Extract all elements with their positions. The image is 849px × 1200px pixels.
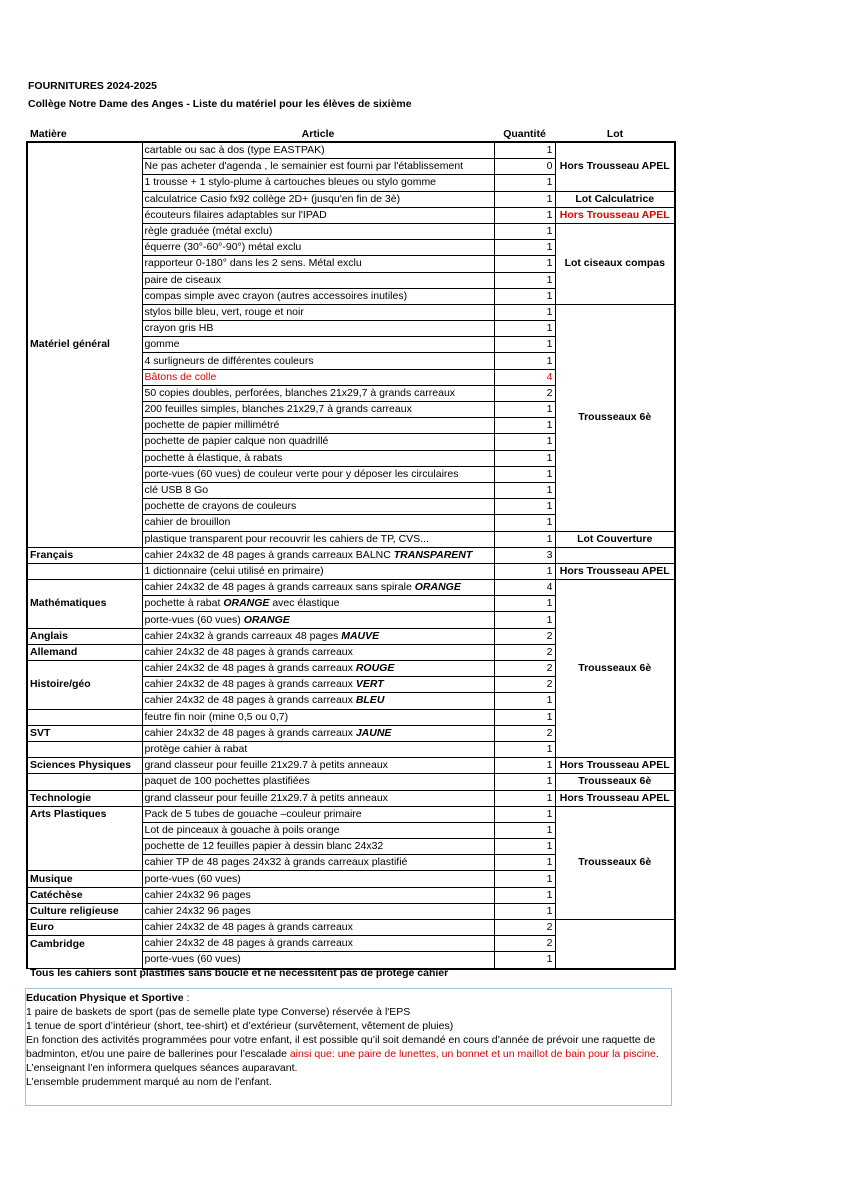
eps-line-activities (26, 1033, 671, 1075)
quantity-cell: 1 (494, 337, 555, 353)
article-cell (142, 693, 494, 709)
quantity-cell: 1 (494, 952, 555, 969)
article-cell (142, 450, 494, 466)
subject-cell (27, 450, 142, 466)
subject-cell (27, 223, 142, 239)
subject-cell (27, 353, 142, 369)
eps-heading (26, 991, 671, 1005)
article-text: Pack de 5 tubes de gouache –couleur primaire (144, 807, 362, 820)
article-text: 4 surligneurs de différentes couleurs (144, 354, 314, 367)
article-text: cahier TP de 48 pages 24x32 à grands carreaux plastifié (144, 856, 408, 869)
lot-cell (555, 547, 675, 563)
quantity-cell: 1 (494, 466, 555, 482)
lot-cell: Trousseaux 6è (555, 806, 675, 919)
table-row (27, 531, 675, 547)
article-cell (142, 806, 494, 822)
article-cell (142, 402, 494, 418)
article-text: 1 trousse + 1 stylo-plume à cartouches bleues ou stylo gomme (144, 176, 437, 189)
subject-cell (27, 434, 142, 450)
quantity-cell: 2 (494, 385, 555, 401)
quantity-cell: 1 (494, 240, 555, 256)
subject-cell (27, 482, 142, 498)
article-cell (142, 547, 494, 563)
article-cell (142, 725, 494, 741)
article-text: porte-vues (60 vues) de couleur verte pour y déposer les circulaires (144, 467, 459, 480)
subject-cell (27, 693, 142, 709)
eps-box (25, 988, 672, 1106)
subject-cell (27, 499, 142, 515)
article-cell (142, 887, 494, 903)
article-cell (142, 304, 494, 320)
quantity-cell: 1 (494, 693, 555, 709)
article-cell (142, 207, 494, 223)
quantity-cell: 1 (494, 207, 555, 223)
article-text: ORANGE (243, 613, 290, 626)
quantity-cell: 1 (494, 790, 555, 806)
article-text: Bâtons de colle (144, 370, 217, 383)
article-text: pochette de 12 feuilles papier à dessin blanc 24x32 (144, 840, 384, 853)
table-row (27, 547, 675, 563)
eps-title-suffix: : (183, 992, 190, 1004)
subject-cell (27, 385, 142, 401)
header-lot: Lot (606, 128, 624, 140)
subject-cell: Matériel général (27, 337, 142, 353)
table-row (27, 142, 675, 159)
subject-cell (27, 256, 142, 272)
subject-cell (27, 240, 142, 256)
article-cell (142, 628, 494, 644)
table-row (27, 920, 675, 936)
quantity-cell: 1 (494, 741, 555, 757)
quantity-cell: 1 (494, 563, 555, 579)
quantity-cell: 1 (494, 223, 555, 239)
article-cell (142, 142, 494, 159)
subject-cell (27, 321, 142, 337)
article-text: cahier 24x32 de 48 pages à grands carreaux (144, 645, 353, 658)
eps-line-label: L’ensemble prudemment marqué au nom de l’enfant. (26, 1076, 272, 1088)
quantity-cell: 1 (494, 596, 555, 612)
table-row (27, 304, 675, 320)
quantity-cell: 1 (494, 402, 555, 418)
subject-cell: Allemand (27, 644, 142, 660)
quantity-cell: 1 (494, 612, 555, 628)
quantity-cell: 1 (494, 175, 555, 191)
eps-line-outfit: 1 tenue de sport d’intérieur (short, tee-shirt) et d’extérieur (survêtement, vêtement de pluies) (26, 1020, 454, 1032)
article-text: grand classeur pour feuille 21x29.7 à petits anneaux (144, 759, 388, 772)
header-matiere: Matière (30, 128, 67, 140)
quantity-cell: 1 (494, 531, 555, 547)
article-text: ORANGE (223, 597, 270, 610)
article-cell (142, 871, 494, 887)
quantity-cell: 1 (494, 304, 555, 320)
article-text: cahier 24x32 de 48 pages à grands carreaux BALNC (144, 548, 394, 561)
quantity-cell: 4 (494, 369, 555, 385)
subject-cell: Histoire/géo (27, 677, 142, 693)
subject-cell (27, 159, 142, 175)
table-row (27, 758, 675, 774)
subject-cell: Culture religieuse (27, 903, 142, 919)
article-cell (142, 240, 494, 256)
article-cell (142, 903, 494, 919)
subject-cell (27, 839, 142, 855)
quantity-cell: 1 (494, 839, 555, 855)
subject-cell: SVT (27, 725, 142, 741)
article-text: cahier 24x32 de 48 pages à grands carreaux (144, 662, 356, 675)
article-cell (142, 822, 494, 838)
quantity-cell: 1 (494, 191, 555, 207)
article-cell (142, 466, 494, 482)
subject-cell (27, 774, 142, 790)
article-text: paquet de 100 pochettes plastifiées (144, 775, 310, 788)
article-cell (142, 936, 494, 952)
article-text: TRANSPARENT (393, 548, 473, 561)
article-text: cahier 24x32 de 48 pages à grands carreaux sans spirale (144, 581, 415, 594)
article-text: protège cahier à rabat (144, 743, 248, 756)
eps-activities-end: . L’enseignant l’en informera quelques séances auparavant. (26, 1048, 659, 1074)
quantity-cell: 1 (494, 855, 555, 871)
article-cell (142, 482, 494, 498)
table-row (27, 774, 675, 790)
quantity-cell: 1 (494, 806, 555, 822)
lot-cell (555, 920, 675, 969)
quantity-cell: 1 (494, 499, 555, 515)
article-text: JAUNE (355, 726, 392, 739)
quantity-cell: 4 (494, 580, 555, 596)
quantity-cell: 1 (494, 288, 555, 304)
subject-cell (27, 175, 142, 191)
article-text: cahier 24x32 de 48 pages à grands carreaux (144, 937, 353, 950)
subject-cell (27, 466, 142, 482)
lot-cell: Trousseaux 6è (555, 304, 675, 531)
article-cell (142, 612, 494, 628)
lot-cell: Lot Calculatrice (555, 191, 675, 207)
article-text: cahier 24x32 de 48 pages à grands carreaux (144, 921, 353, 934)
subject-cell (27, 855, 142, 871)
notebook-note: Tous les cahiers sont plastifiés sans boucle et ne nécessitent pas de protège cahier (30, 967, 449, 979)
article-cell (142, 758, 494, 774)
article-text: cahier 24x32 96 pages (144, 904, 251, 917)
article-text: cahier de brouillon (144, 516, 231, 529)
lot-cell: Hors Trousseau APEL (555, 142, 675, 191)
eps-title: Education Physique et Sportive (26, 992, 184, 1004)
article-text: Lot de pinceaux à gouache à poils orange (144, 823, 340, 836)
lot-cell: Trousseaux 6è (555, 580, 675, 758)
article-text: MAUVE (341, 629, 380, 642)
article-text: porte-vues (60 vues) (144, 953, 241, 966)
article-cell (142, 563, 494, 579)
article-cell (142, 531, 494, 547)
quantity-cell: 3 (494, 547, 555, 563)
article-text: cahier 24x32 de 48 pages à grands carreaux (144, 678, 356, 691)
quantity-cell: 2 (494, 725, 555, 741)
subject-cell: Cambridge (27, 936, 142, 952)
article-text: écouteurs filaires adaptables sur l'IPAD (144, 208, 327, 221)
article-cell (142, 434, 494, 450)
subject-cell (27, 580, 142, 596)
article-cell (142, 677, 494, 693)
subject-cell: Euro (27, 920, 142, 936)
quantity-cell: 1 (494, 256, 555, 272)
article-text: stylos bille bleu, vert, rouge et noir (144, 305, 304, 318)
subject-cell: Musique (27, 871, 142, 887)
article-text: porte-vues (60 vues) (144, 613, 244, 626)
lot-cell: Lot ciseaux compas (555, 223, 675, 304)
subject-cell (27, 191, 142, 207)
quantity-cell: 2 (494, 628, 555, 644)
article-text: cartable ou sac à dos (type EASTPAK) (144, 144, 325, 157)
subject-cell (27, 207, 142, 223)
subject-cell (27, 563, 142, 579)
quantity-cell: 2 (494, 936, 555, 952)
article-text: VERT (355, 678, 384, 691)
article-text: cahier 24x32 96 pages (144, 888, 251, 901)
article-cell (142, 418, 494, 434)
table-row (27, 806, 675, 822)
table-row (27, 207, 675, 223)
quantity-cell: 2 (494, 920, 555, 936)
article-text: avec élastique (269, 597, 340, 610)
article-text: règle graduée (métal exclu) (144, 225, 273, 238)
subject-cell (27, 612, 142, 628)
subject-cell (27, 709, 142, 725)
subject-cell: Mathématiques (27, 596, 142, 612)
article-text: gomme (144, 338, 180, 351)
article-text: calculatrice Casio fx92 collège 2D+ (jusqu'en fin de 3è) (144, 192, 401, 205)
lot-cell: Trousseaux 6è (555, 774, 675, 790)
article-cell (142, 223, 494, 239)
article-text: 1 dictionnaire (celui utilisé en primaire) (144, 564, 324, 577)
subject-cell (27, 272, 142, 288)
quantity-cell: 1 (494, 887, 555, 903)
article-text: ROUGE (355, 662, 395, 675)
header-article: Article (301, 128, 335, 140)
article-text: équerre (30°-60°-90°) métal exclu (144, 241, 302, 254)
quantity-cell: 1 (494, 434, 555, 450)
article-text: 50 copies doubles, perforées, blanches 21x29,7 à grands carreaux (144, 386, 456, 399)
document-subtitle: Collège Notre Dame des Anges - Liste du matériel pour les élèves de sixième (28, 98, 412, 110)
subject-cell: Technologie (27, 790, 142, 806)
table-row (27, 563, 675, 579)
article-text: compas simple avec crayon (autres accessoires inutiles) (144, 289, 408, 302)
table-row (27, 191, 675, 207)
subject-cell (27, 418, 142, 434)
quantity-cell: 2 (494, 644, 555, 660)
subject-cell (27, 142, 142, 159)
quantity-cell: 1 (494, 709, 555, 725)
lot-cell: Hors Trousseau APEL (555, 758, 675, 774)
subject-cell (27, 661, 142, 677)
article-text: Ne pas acheter d'agenda , le semainier est fourni par l'établissement (144, 160, 464, 173)
subject-cell: Sciences Physiques (27, 758, 142, 774)
article-cell (142, 321, 494, 337)
article-text: porte-vues (60 vues) (144, 872, 241, 885)
article-text: pochette à élastique, à rabats (144, 451, 283, 464)
document-title: FOURNITURES 2024-2025 (28, 80, 157, 92)
table-header-row (27, 128, 675, 142)
lot-cell: Hors Trousseau APEL (555, 790, 675, 806)
subject-cell: Catéchèse (27, 887, 142, 903)
table-row (27, 790, 675, 806)
article-cell (142, 790, 494, 806)
quantity-cell: 1 (494, 774, 555, 790)
article-cell (142, 515, 494, 531)
article-cell (142, 159, 494, 175)
subject-cell (27, 515, 142, 531)
article-cell (142, 288, 494, 304)
article-text: pochette de papier calque non quadrillé (144, 435, 329, 448)
subject-cell (27, 741, 142, 757)
subject-cell: Anglais (27, 628, 142, 644)
quantity-cell: 2 (494, 677, 555, 693)
article-text: feutre fin noir (mine 0,5 ou 0,7) (144, 710, 289, 723)
article-cell (142, 256, 494, 272)
table-row (27, 223, 675, 239)
article-cell (142, 920, 494, 936)
table-body (27, 142, 675, 969)
subject-cell: Français (27, 547, 142, 563)
article-cell (142, 661, 494, 677)
article-cell (142, 644, 494, 660)
quantity-cell: 1 (494, 758, 555, 774)
article-cell (142, 596, 494, 612)
article-cell (142, 272, 494, 288)
article-text: pochette à rabat (144, 597, 224, 610)
eps-activities-extra: ainsi que: une paire de lunettes, un bonnet et un maillot de bain pour la piscine (289, 1048, 656, 1060)
article-text: rapporteur 0-180° dans les 2 sens. Métal exclu (144, 257, 362, 270)
quantity-cell: 2 (494, 661, 555, 677)
subject-cell (27, 288, 142, 304)
article-cell (142, 774, 494, 790)
subject-cell (27, 822, 142, 838)
article-cell (142, 353, 494, 369)
quantity-cell: 1 (494, 353, 555, 369)
quantity-cell: 0 (494, 159, 555, 175)
quantity-cell: 1 (494, 515, 555, 531)
subject-cell: Arts Plastiques (27, 806, 142, 822)
article-cell (142, 337, 494, 353)
article-text: pochette de crayons de couleurs (144, 500, 297, 513)
quantity-cell: 1 (494, 450, 555, 466)
article-text: cahier 24x32 à grands carreaux 48 pages (144, 629, 342, 642)
lot-cell: Hors Trousseau APEL (555, 207, 675, 223)
header-quantite: Quantité (503, 128, 546, 140)
article-cell (142, 369, 494, 385)
article-cell (142, 580, 494, 596)
quantity-cell: 1 (494, 822, 555, 838)
article-cell (142, 839, 494, 855)
quantity-cell: 1 (494, 321, 555, 337)
article-text: plastique transparent pour recouvrir les cahiers de TP, CVS... (144, 532, 429, 545)
quantity-cell: 1 (494, 272, 555, 288)
article-text: cahier 24x32 de 48 pages à grands carreaux (144, 726, 356, 739)
eps-activities-text: En fonction des activités programmées pour votre enfant, il est possible qu’il soit demandé en cours d’année de prévoir une raquette de badminton, et/ou une paire de ballerines pour l’escalade (26, 1034, 656, 1060)
article-text: paire de ciseaux (144, 273, 221, 286)
subject-cell (27, 402, 142, 418)
article-text: clé USB 8 Go (144, 484, 209, 497)
article-text: 200 feuilles simples, blanches 21x29,7 à grands carreaux (144, 403, 412, 416)
eps-line-shoes: 1 paire de baskets de sport (pas de semelle plate type Converse) réservée à l'EPS (26, 1006, 411, 1018)
article-text: grand classeur pour feuille 21x29.7 à petits anneaux (144, 791, 388, 804)
article-cell (142, 499, 494, 515)
article-text: cahier 24x32 de 48 pages à grands carreaux (144, 694, 356, 707)
article-cell (142, 385, 494, 401)
article-text: BLEU (355, 694, 385, 707)
supplies-table (26, 128, 676, 970)
article-cell (142, 191, 494, 207)
subject-cell (27, 304, 142, 320)
article-cell (142, 709, 494, 725)
quantity-cell: 1 (494, 903, 555, 919)
lot-cell: Hors Trousseau APEL (555, 563, 675, 579)
quantity-cell: 1 (494, 871, 555, 887)
subject-cell (27, 369, 142, 385)
lot-cell: Lot Couverture (555, 531, 675, 547)
quantity-cell: 1 (494, 142, 555, 159)
quantity-cell: 1 (494, 482, 555, 498)
subject-cell (27, 531, 142, 547)
article-text: crayon gris HB (144, 322, 214, 335)
article-cell (142, 855, 494, 871)
article-cell (142, 741, 494, 757)
table-row (27, 580, 675, 596)
article-text: pochette de papier millimétré (144, 419, 280, 432)
article-cell (142, 175, 494, 191)
quantity-cell: 1 (494, 418, 555, 434)
article-text: ORANGE (414, 581, 461, 594)
